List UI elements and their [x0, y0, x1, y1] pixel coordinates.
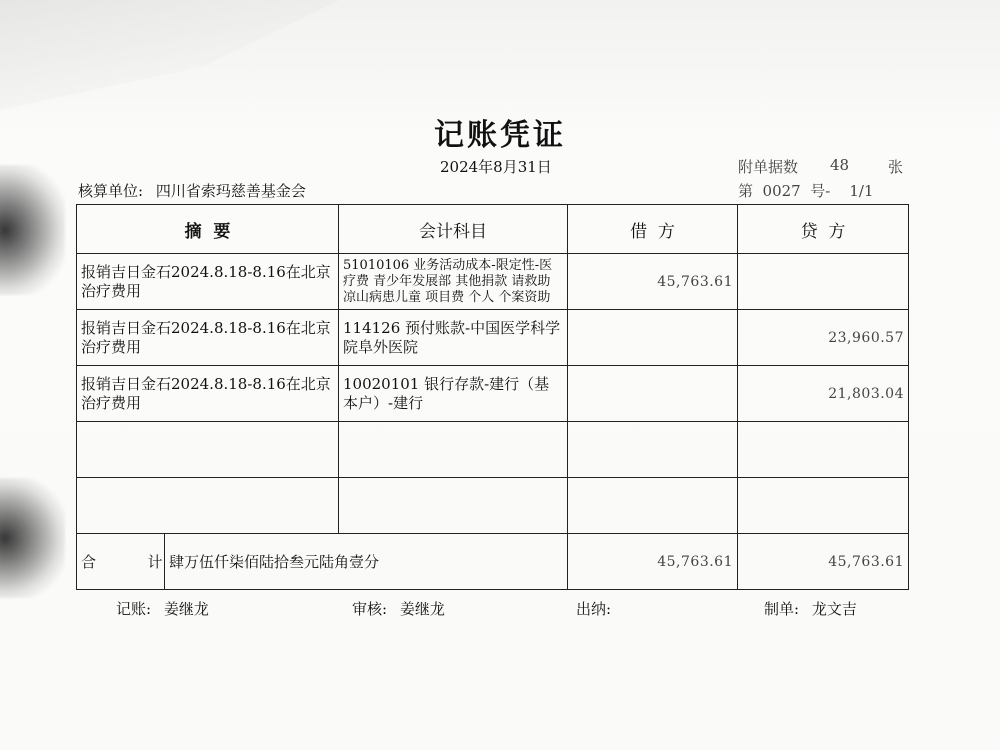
total-label: 合 计 — [77, 534, 165, 590]
attachments-label: 附单据数 — [738, 158, 799, 176]
header-summary: 摘 要 — [77, 205, 339, 254]
total-debit: 45,763.61 — [568, 534, 738, 590]
table-row — [77, 254, 909, 310]
voucher-number: 第 0027 号- 1/1 — [738, 182, 874, 200]
header-account: 会计科目 — [339, 205, 568, 254]
scan-smudge-bottom — [0, 478, 65, 598]
row-debit — [568, 478, 738, 534]
row-account: 51010106 业务活动成本-限定性-医疗费 青少年发展部 其他捐款 请救助凉山病患儿童 项目费 个人 个案资助 — [339, 254, 568, 310]
scan-smudge-top — [0, 165, 65, 295]
attachments-count: 48 — [830, 156, 850, 174]
row-account — [339, 422, 568, 478]
paper-fold-shadow — [0, 0, 340, 110]
row-credit: 23,960.57 — [738, 310, 909, 366]
table-row-empty — [77, 478, 909, 534]
table-row — [77, 310, 909, 366]
reviewer-label: 审核: — [352, 600, 388, 618]
total-row — [77, 534, 909, 590]
row-credit — [738, 478, 909, 534]
row-summary: 报销吉日金石2024.8.18-8.16在北京治疗费用 — [77, 366, 339, 422]
row-account — [339, 478, 568, 534]
row-debit — [568, 310, 738, 366]
table-row-empty — [77, 422, 909, 478]
row-account: 10020101 银行存款-建行（基本户）-建行 — [339, 366, 568, 422]
bookkeeper-signature — [116, 598, 209, 619]
row-credit — [738, 422, 909, 478]
row-debit: 45,763.61 — [568, 254, 738, 310]
bookkeeper-label: 记账: — [116, 600, 152, 618]
reviewer-signature — [352, 598, 445, 619]
row-summary: 报销吉日金石2024.8.18-8.16在北京治疗费用 — [77, 254, 339, 310]
preparer-label: 制单: — [764, 600, 800, 618]
row-summary — [77, 422, 339, 478]
row-debit — [568, 422, 738, 478]
row-summary: 报销吉日金石2024.8.18-8.16在北京治疗费用 — [77, 310, 339, 366]
accounting-unit — [78, 180, 306, 201]
row-debit — [568, 366, 738, 422]
cashier-label: 出纳: — [576, 600, 612, 618]
row-account: 114126 预付账款-中国医学科学院阜外医院 — [339, 310, 568, 366]
table-header-row — [77, 205, 909, 254]
table-row — [77, 366, 909, 422]
bookkeeper-name: 姜继龙 — [163, 600, 209, 618]
row-credit: 21,803.04 — [738, 366, 909, 422]
total-amount-in-words: 肆万伍仟柒佰陆拾叁元陆角壹分 — [165, 534, 568, 590]
attachments-unit: 张 — [888, 158, 904, 176]
header-debit: 借 方 — [568, 205, 738, 254]
preparer-name: 龙文吉 — [811, 600, 857, 618]
total-credit: 45,763.61 — [738, 534, 909, 590]
header-credit: 贷 方 — [738, 205, 909, 254]
accounting-unit-label: 核算单位: — [78, 182, 144, 200]
preparer-signature — [764, 598, 857, 619]
accounting-unit-name: 四川省索玛慈善基金会 — [155, 182, 306, 200]
row-credit — [738, 254, 909, 310]
voucher-title: 记账凭证 — [434, 118, 566, 153]
voucher-table — [76, 204, 909, 590]
reviewer-name: 姜继龙 — [399, 600, 445, 618]
cashier-signature — [576, 598, 619, 619]
row-summary — [77, 478, 339, 534]
voucher-date: 2024年8月31日 — [440, 158, 552, 176]
